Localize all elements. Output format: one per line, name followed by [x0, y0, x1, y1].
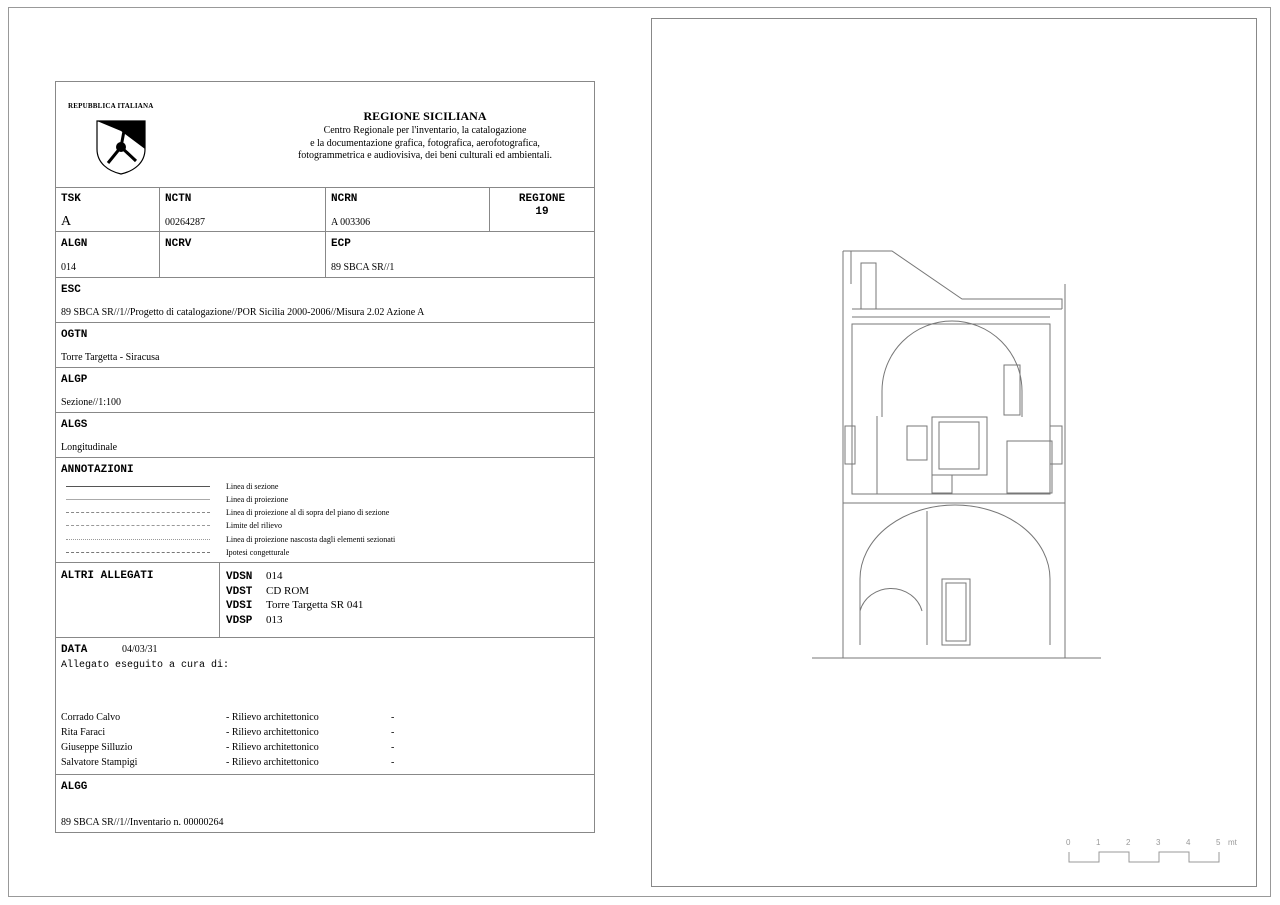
row-algg — [56, 775, 594, 833]
region-desc-line: fotogrammetrica e audiovisiva, dei beni culturali ed ambientali. — [297, 150, 553, 161]
regione-label: REGIONE — [518, 193, 566, 205]
scale-tick: 2 — [1126, 838, 1131, 847]
sicily-emblem-icon — [94, 119, 148, 175]
drawing-panel — [651, 18, 1257, 887]
scale-tick: 3 — [1156, 838, 1161, 847]
algp-value: Sezione//1:100 — [61, 397, 121, 408]
algs-value: Longitudinale — [61, 442, 118, 453]
person-row: Giuseppe Silluzio - Rilievo architettonico - — [61, 742, 395, 753]
allegati-label: ALTRI ALLEGATI — [61, 570, 154, 582]
legend-item: Linea di proiezione al di sopra del piano di sezione — [226, 508, 390, 517]
catalog-sheet — [55, 81, 595, 833]
ecp-value: 89 SBCA SR//1 — [331, 262, 395, 273]
section-drawing — [652, 19, 1256, 886]
tsk-label: TSK — [61, 193, 81, 205]
scale-tick: 5 — [1216, 838, 1221, 847]
person-row: Salvatore Stampigi - Rilievo architettonico - — [61, 757, 395, 768]
esc-label: ESC — [61, 284, 81, 296]
legend-item: Linea di proiezione nascosta dagli elementi sezionati — [226, 535, 396, 544]
legend-item: Ipotesi congetturale — [226, 548, 290, 557]
legend-line-nascosta — [66, 539, 210, 540]
tsk-value: A — [61, 214, 72, 229]
row-algn — [56, 232, 594, 278]
nctn-label: NCTN — [165, 193, 192, 205]
data-value: 04/03/31 — [122, 644, 158, 655]
cell-ncrv — [160, 232, 325, 277]
sheet-header — [56, 82, 594, 188]
row-allegati — [56, 563, 594, 638]
annotazioni-label: ANNOTAZIONI — [61, 464, 134, 476]
legend-line-sezione — [66, 486, 210, 487]
region-title: REGIONE SICILIANA — [363, 109, 487, 123]
algn-label: ALGN — [61, 238, 88, 250]
legend-item: Linea di proiezione — [226, 495, 289, 504]
algn-value: 014 — [61, 262, 76, 273]
region-description — [271, 125, 579, 163]
legend-line-ipotesi — [66, 552, 210, 553]
people-list — [61, 710, 394, 770]
row-data — [56, 638, 594, 775]
cell-algn — [56, 232, 159, 277]
ncrv-label: NCRV — [165, 238, 192, 250]
scale-bar — [1069, 852, 1219, 862]
row-tsk — [56, 187, 594, 232]
regione-value: 19 — [535, 206, 549, 218]
cell-regione — [490, 187, 594, 231]
cell-tsk — [56, 187, 159, 231]
scale-tick: 4 — [1186, 838, 1191, 847]
algs-label: ALGS — [61, 419, 88, 431]
row-ogtn — [56, 323, 594, 368]
ncrn-label: NCRN — [331, 193, 358, 205]
region-desc-line: Centro Regionale per l'inventario, la catalogazione — [323, 125, 527, 136]
allegati-list — [226, 570, 363, 628]
row-esc — [56, 278, 594, 323]
legend-item: Limite del rilievo — [226, 521, 282, 530]
row-annotazioni — [56, 458, 594, 563]
row-algs — [56, 413, 594, 458]
algg-label: ALGG — [61, 781, 88, 793]
curated-by-label: Allegato eseguito a cura di: — [61, 660, 230, 671]
algg-value: 89 SBCA SR//1//Inventario n. 00000264 — [61, 817, 224, 828]
allegato-row: VDSN 014 — [226, 570, 283, 583]
cell-ncrn — [326, 187, 489, 231]
republic-label: REPUBBLICA ITALIANA — [68, 102, 154, 110]
legend-line-proiezione — [66, 499, 210, 500]
legend-item: Linea di sezione — [226, 482, 279, 491]
ecp-label: ECP — [331, 238, 351, 250]
region-desc-line: e la documentazione grafica, fotografica, aerofotografica, — [310, 137, 540, 149]
nctn-value: 00264287 — [165, 217, 205, 228]
ogtn-label: OGTN — [61, 329, 88, 341]
ncrn-value: A 003306 — [331, 217, 371, 228]
person-row: Rita Faraci - Rilievo architettonico - — [61, 727, 395, 738]
scale-tick: 1 — [1096, 838, 1101, 847]
allegato-row: VDSI Torre Targetta SR 041 — [226, 599, 364, 612]
legend-line-limite — [66, 525, 210, 526]
row-algp — [56, 368, 594, 413]
legend-line-above — [66, 512, 210, 513]
person-row: Corrado Calvo - Rilievo architettonico - — [61, 712, 395, 723]
scale-unit: mt — [1228, 838, 1237, 847]
ogtn-value: Torre Targetta - Siracusa — [61, 352, 160, 363]
cell-nctn — [160, 187, 325, 231]
data-label: DATA — [61, 644, 88, 656]
esc-value: 89 SBCA SR//1//Progetto di catalogazione//POR Sicilia 2000-2006//Misura 2.02 Azione A — [61, 307, 425, 318]
scale-tick: 0 — [1066, 838, 1071, 847]
allegato-row: VDSP 013 — [226, 613, 283, 627]
allegato-row: VDST CD ROM — [226, 584, 310, 598]
cell-ecp — [326, 232, 594, 277]
algp-label: ALGP — [61, 374, 88, 386]
